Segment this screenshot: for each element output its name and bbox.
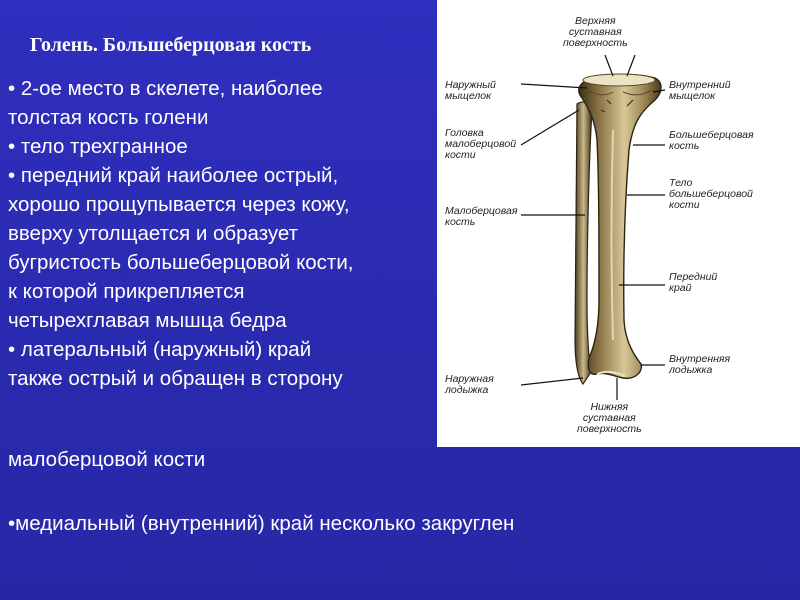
label-fibula-head: Головка малоберцовой кости: [445, 127, 517, 161]
label-anterior-edge: Передний край: [669, 271, 718, 294]
bullet-medial-edge: •медиальный (внутренний) край несколько закруглен: [8, 512, 515, 535]
bullet-continuation: малоберцовой кости: [8, 448, 206, 471]
bullet-line: хорошо прощупывается через кожу,: [8, 193, 350, 216]
bullet-line: толстая кость голени: [8, 106, 209, 129]
label-medial-malleolus: Внутренняя лодыжка: [669, 353, 731, 376]
label-upper-articular-surface: Верхняя суставная поверхность: [563, 15, 628, 49]
label-lateral-condyle: Наружный мыщелок: [445, 79, 496, 102]
slide-title: Голень. Большеберцовая кость: [30, 34, 312, 56]
bullet-line: к которой прикрепляется: [8, 280, 245, 303]
label-tibia: Большеберцовая кость: [669, 129, 754, 152]
label-medial-condyle: Внутренний мыщелок: [669, 79, 731, 102]
bullet-list: [8, 74, 428, 393]
fibula-bone: [575, 102, 592, 384]
bullet-line: четырехглавая мышца бедра: [8, 309, 287, 332]
label-tibia-body: Тело большеберцовой кости: [669, 177, 753, 211]
bullet-line: • тело трехгранное: [8, 135, 188, 158]
bullet-line: • передний край наиболее острый,: [8, 164, 339, 187]
upper-articular-surface: [583, 74, 655, 86]
label-lateral-malleolus: Наружная лодыжка: [445, 373, 494, 396]
bullet-line: вверху утолщается и образует: [8, 222, 298, 245]
tibia-fibula-diagram: [437, 0, 800, 447]
label-fibula: Малоберцовая кость: [445, 205, 518, 228]
bullet-line: • латеральный (наружный) край: [8, 338, 312, 361]
label-lower-articular-surface: Нижняя суставная поверхность: [577, 401, 642, 435]
bullet-line: также острый и обращен в сторону: [8, 367, 343, 390]
bullet-line: • 2-ое место в скелете, наиболее: [8, 77, 323, 100]
bullet-line: бугристость большеберцовой кости,: [8, 251, 354, 274]
